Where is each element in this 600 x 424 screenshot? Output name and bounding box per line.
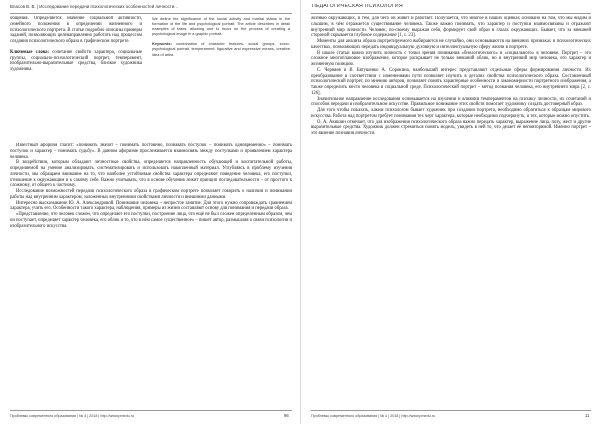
en-keywords-label: Keywords: — [152, 41, 172, 47]
body-paragraph: Для того чтобы показать, каким психологом бывает художник при создании портрета, необходимо обратиться к образцам мирового искусства. Работа над портретом требует понимания тех черт характера, которые необходимо подчеркнуть, и тех, которые можно опустить. — [311, 108, 591, 119]
left-body-text — [10, 143, 292, 405]
right-header-rule — [311, 13, 591, 14]
body-paragraph: Интересно высказывание Ю. А. Александровой. Понимание человека – непростое занятие. Для этого нужно сопровождать сравнением характера, учить его. Особенности такого характера, наблюдения, примеры из жизни составляют основу для понимания и передачи образа. — [10, 200, 292, 212]
right-page-header: ПЕДАГОГИЧЕСКАЯ ПСИХОЛОГИЯ — [312, 4, 403, 9]
ru-abstract: общения. Определяется значение социальной активности, семейного положения в определении жизненного и психологического портрета. В статье подробно описаны примеры заданий, позволяющих целенаправленно работать над процессом создания психологического образа в графическом портрете. — [10, 16, 142, 44]
left-page-header: Власов В. В. | Исследование передачи психологических особенностей личности... — [10, 4, 178, 9]
body-paragraph: В воздействии, которым обладают личностные свойства, определяется направленность обучающей и воспитательной работы, определяемой на умение анализировать, систематизировать и использовать накопленный материал. Углубляясь в проблему изучения личности, мы обращаем внимание на то, что наиболее устойчивые свойства характера определяют поведение человека, его поступки, отношение к окружающим и к самому себе. Важно учитывать, что в основе обучения лежит принцип последовательности – от простого к сложному, от общего к частному. — [10, 160, 292, 189]
right-body-text — [311, 16, 591, 405]
body-paragraph: О. А. Акишин отмечает, что для изображения психологического образа важно передать характер, выражение лица, позу, жест и другие выразительные средства. Художник должен стремиться понять модель, увидеть в ней то, что делает её неповторимой. Именно портрет – это явление познания личности. — [311, 119, 591, 136]
body-paragraph: жизнью окружающих, и тем, для чего он живёт и работает. Получается, что многое в наших оценках основано на том, что мы видим и слышим, в чём отражается существование человека. Также важно понимать, что характер и поступки взаимосвязаны и отражают внутренний мир личности. Человек, по-своему выражая себя, формирует свой образ в глазах окружающих. Бывает, что за внешней стороной скрывается глубокое содержание [1, с. 23]. — [311, 16, 591, 39]
left-page-footer: Проблемы современного образования | № 4 | 2018 | http://www.pmedu.ru — [10, 414, 135, 418]
ru-keywords — [10, 50, 142, 73]
ru-keywords-text: сочетание свойств характера, социальные группы, социально-психологический портрет, темперамент, изобразительно-выразительные средства, близкое художника художника. — [10, 49, 142, 72]
body-paragraph: Известный афоризм гласит: «понимать значит – понимать постоянно, познавать поступок – понимать одновременно» – понимать поступок и характер – понимать судьбу». В данном афоризме прослеживается взаимосвязь между поступками и проявлением характера человека. — [10, 143, 292, 160]
body-paragraph: Значительное направление исследования основывается на изучении и влиянии темпераментов на психику личности, их сочетаний и способов передачи в изобразительном искусстве. Правильное понимание этих свойств помогает художнику создать достоверный образ. — [311, 96, 591, 108]
right-page-footer: Проблемы современного образования | № 4 | 2018 | http://www.pmedu.ru — [311, 414, 436, 418]
en-abstract-block — [152, 16, 290, 138]
right-footer-rule — [311, 410, 591, 411]
en-abstract: We define the significance of the social activity and marital status in the formation of the life and psychological portrait. The article describes in detail examples of tasks, allowing one to focus on the process of creating a psychological image in a graphic portrait. — [152, 16, 290, 37]
right-page-number: 11 — [585, 413, 590, 418]
left-header-rule — [10, 13, 292, 14]
body-paragraph: В школе статьи важно изучить личность с точки зрения понимания «биологического» и «социального» в человеке. Портрет – это сложное многоплановое изображение, которое раскрывает не только внешний облик, но и внутренний мир человека, его характер и жизненную позицию. — [311, 50, 591, 67]
body-paragraph: С. Черняев и В. Евтушенко А. Сорокина, наибольший интерес представляют отдельные сферы формирования личности. Их преобразование в соответствии с изменениями пути позволяет изучить в деталях свойства психологического образа. Составленный психологический портрет, по мнению авторов, позволяет понять характерные особенности и закономерности портретного изображения, а также определить место человека в социальной среде. Психологический портрет – метод познания человека, его внутреннего мира [2, с. 126]. — [311, 67, 591, 96]
right-page — [300, 0, 600, 424]
left-page-number: 96 — [284, 413, 289, 418]
ru-abstract-block — [10, 16, 142, 138]
body-paragraph: Моменты для анализа образа портретируемого выбираются не случайно, они основываются на внешних признаках и психологических качествах, позволяющих передать индивидуальную духовную и интеллектуальную сферу жизни в портрете. — [311, 39, 591, 50]
left-footer-rule — [10, 410, 292, 411]
body-paragraph: Исследование возможностей передачи психологического образа в графическом портрете позволяет говорить о наличии и понимании работы над внутренним характером, заложенных внутренними свойствами личности и внешними данными. — [10, 189, 292, 200]
en-keywords-text: combination of character features, social groups, socio-psychological portrait, temperament, figurative and expressive means, creative idea of artist. — [152, 41, 290, 57]
ru-keywords-label: Ключевые слова: — [10, 49, 50, 55]
en-keywords — [152, 41, 290, 56]
body-paragraph: «Представление, что человек сложен, что определяет его поступки, построение лица, что ещё не был сложен определенным образом, чем он поступает, определяет характер человека, его облик и то, что в нём самое существенное» – пишет автор, размышляя о связи психологии и изобразительного искусства. — [10, 212, 292, 229]
